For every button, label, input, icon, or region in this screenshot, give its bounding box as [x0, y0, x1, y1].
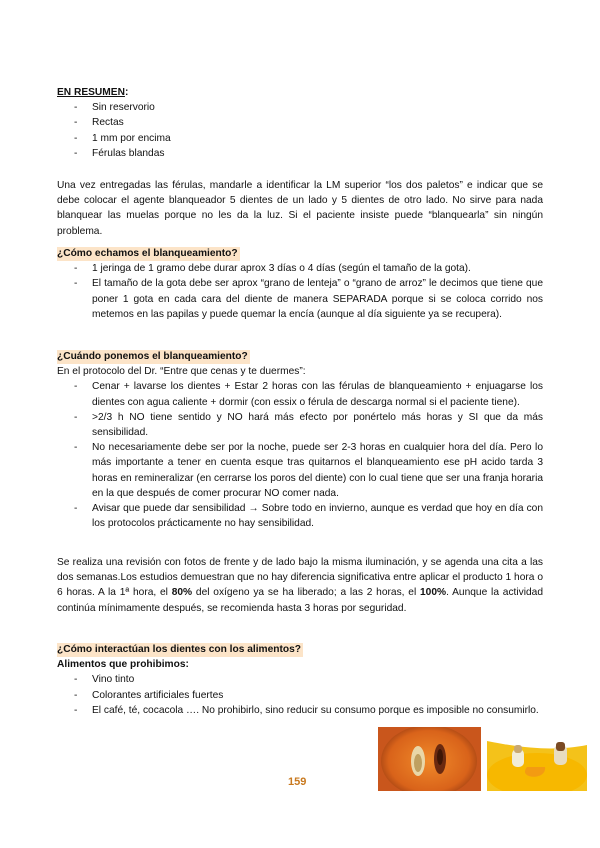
list-item: - Cenar + lavarse los dientes + Estar 2 horas con las férulas de blanqueamiento + enjuagarse los dientes con agua caliente + dormir (con essix o férula de descarga normal si el paciente tiene). — [57, 379, 543, 409]
how-list — [57, 261, 543, 322]
summary-section — [57, 85, 543, 161]
list-item: - El tamaño de la gota debe ser aprox “grano de lenteja” o “grano de arroz” le decimos que tiene que poner 1 gota en cada cara del diente de manera SEPARADA porque si se coloca corrido nos metemos en las papilas y puede quemar la encía (aunque al día siguiente ya se recupera). — [57, 276, 543, 322]
when-list — [57, 379, 543, 531]
list-item: - Vino tinto — [57, 672, 543, 687]
when-heading: ¿Cuándo ponemos el blanqueamiento? — [57, 351, 248, 362]
when-intro: En el protocolo del Dr. “Entre que cenas y te duermes”: — [57, 366, 306, 378]
list-item: - Sin reservorio — [57, 100, 543, 115]
list-item: - Rectas — [57, 115, 543, 130]
food-heading: ¿Cómo interactúan los dientes con los alimentos? — [57, 644, 301, 655]
revision-paragraph: Se realiza una revisión con fotos de frente y de lado bajo la misma iluminación, y se agenda una cita a las dos semanas.Los estudios demuestran que no hay diferencia significativa entre aplicar el producto 1 hora o 6 horas. A la 1ª hora, el 80% del oxígeno ya se ha liberado; a las 2 horas, el 100%. Aunque la actividad continúa mínimamente después, se recomienda hasta 3 horas por seguridad. — [57, 557, 543, 614]
food-list — [57, 672, 543, 718]
list-item: - El café, té, cocacola …. No prohibirlo, sino reducir su consumo porque es imposible no consumirlo. — [57, 703, 543, 718]
list-item: - 1 mm por encima — [57, 131, 543, 146]
summary-list — [57, 100, 543, 161]
intro-section — [57, 178, 543, 239]
food-subheading: Alimentos que prohibimos: — [57, 659, 189, 671]
when-section — [57, 349, 543, 531]
how-section — [57, 246, 543, 322]
list-item: - >2/3 h NO tiene sentido y NO hará más efecto por ponértelo más horas y SI que da más sensibilidad. — [57, 410, 543, 440]
orange-teeth-photo — [378, 727, 481, 791]
page-number: 159 — [288, 776, 307, 788]
list-item: - No necesariamente debe ser por la noche, puede ser 2-3 horas en cualquier hora del día. Pero lo más importante a tener en cuenta esque tras quitarnos el blanqueamiento ese pH acido tarda 3 horas en remineralizar (en cerrarse los poros del diente) con lo cual tiene que ser una franja horaria en la que después de comer procurar NO comer nada. — [57, 440, 543, 501]
how-heading: ¿Cómo echamos el blanqueamiento? — [57, 248, 238, 259]
list-item: - 1 jeringa de 1 gramo debe durar aprox 3 días o 4 días (según el tamaño de la gota). — [57, 261, 543, 276]
list-item: - Colorantes artificiales fuertes — [57, 688, 543, 703]
yellow-teeth-photo — [487, 727, 587, 791]
food-section — [57, 642, 543, 718]
summary-heading: EN RESUMEN: — [57, 87, 129, 98]
list-item: - Férulas blandas — [57, 146, 543, 161]
revision-section — [57, 555, 543, 616]
intro-paragraph: Una vez entregadas las férulas, mandarle a identificar la LM superior “los dos paletos” e indicar que se debe colocar el agente blanqueador 5 dientes de un lado y 5 dientes de otro lado. No sirve para nada blanquear las muelas porque no les da la luz. Si el paciente insiste puede “blanquearla” sin ningún problema. — [57, 180, 543, 237]
list-item: - Avisar que puede dar sensibilidad → Sobre todo en invierno, aunque es verdad que hoy en día con los protocolos prácticamente no hay sensibilidad. — [57, 501, 543, 531]
